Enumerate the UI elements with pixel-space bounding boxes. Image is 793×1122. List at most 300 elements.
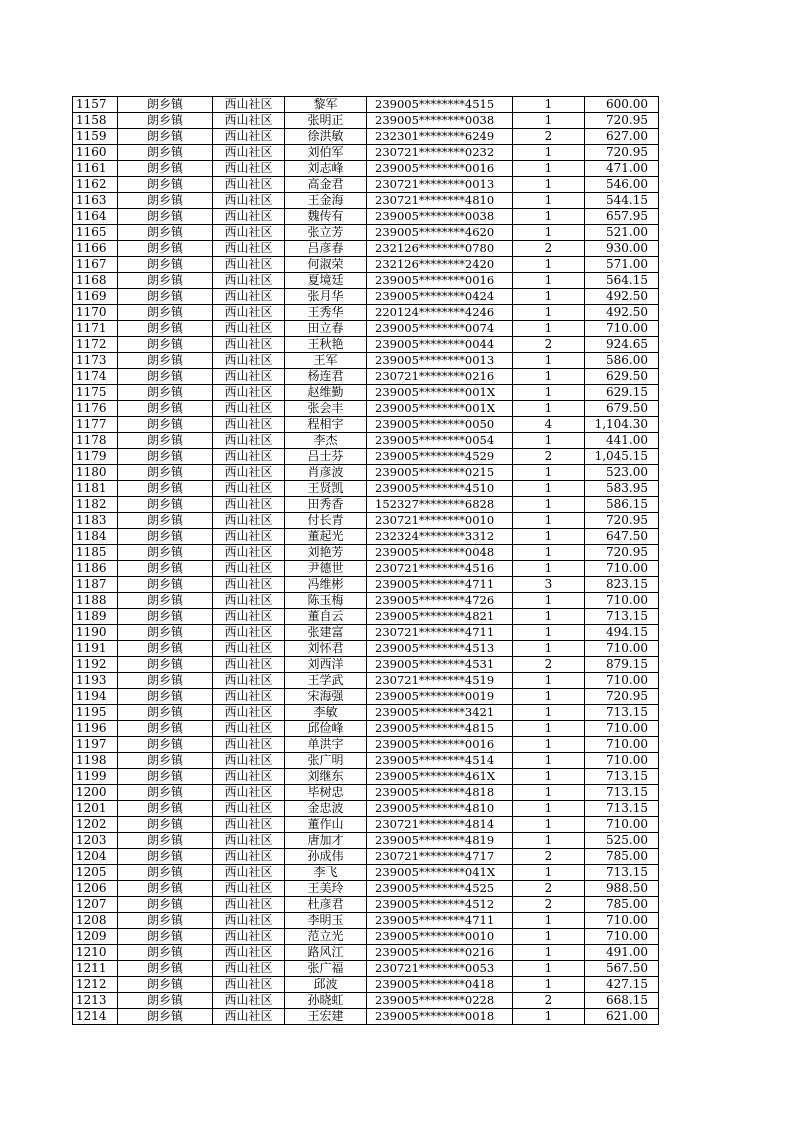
row-number: 1177 — [73, 417, 118, 433]
town-cell: 朗乡镇 — [118, 129, 213, 145]
name-cell: 刘继东 — [285, 769, 367, 785]
name-cell: 徐洪敏 — [285, 129, 367, 145]
row-number: 1182 — [73, 497, 118, 513]
amount-cell: 544.15 — [585, 193, 659, 209]
row-number: 1180 — [73, 465, 118, 481]
community-cell: 西山社区 — [213, 609, 285, 625]
amount-cell: 720.95 — [585, 145, 659, 161]
id-number-cell: 239005********0016 — [367, 273, 513, 289]
town-cell: 朗乡镇 — [118, 801, 213, 817]
household-count-cell: 1 — [513, 97, 585, 113]
name-cell: 李明玉 — [285, 913, 367, 929]
id-number-cell: 239005********0013 — [367, 353, 513, 369]
table-row — [73, 289, 659, 305]
table-row — [73, 225, 659, 241]
id-number-cell: 239005********4531 — [367, 657, 513, 673]
community-cell: 西山社区 — [213, 945, 285, 961]
id-number-cell: 239005********4513 — [367, 641, 513, 657]
amount-cell: 713.15 — [585, 801, 659, 817]
name-cell: 张广福 — [285, 961, 367, 977]
amount-cell: 629.15 — [585, 385, 659, 401]
household-count-cell: 1 — [513, 257, 585, 273]
id-number-cell: 239005********041X — [367, 865, 513, 881]
household-count-cell: 2 — [513, 657, 585, 673]
household-count-cell: 1 — [513, 609, 585, 625]
household-count-cell: 1 — [513, 161, 585, 177]
id-number-cell: 239005********0010 — [367, 929, 513, 945]
id-number-cell: 239005********4515 — [367, 97, 513, 113]
town-cell: 朗乡镇 — [118, 257, 213, 273]
household-count-cell: 1 — [513, 817, 585, 833]
id-number-cell: 239005********4711 — [367, 577, 513, 593]
town-cell: 朗乡镇 — [118, 865, 213, 881]
amount-cell: 491.00 — [585, 945, 659, 961]
row-number: 1173 — [73, 353, 118, 369]
amount-cell: 629.50 — [585, 369, 659, 385]
table-row — [73, 337, 659, 353]
table-row — [73, 753, 659, 769]
amount-cell: 546.00 — [585, 177, 659, 193]
id-number-cell: 239005********0016 — [367, 737, 513, 753]
amount-cell: 823.15 — [585, 577, 659, 593]
name-cell: 刘伯军 — [285, 145, 367, 161]
name-cell: 刘怀君 — [285, 641, 367, 657]
household-count-cell: 1 — [513, 113, 585, 129]
community-cell: 西山社区 — [213, 337, 285, 353]
amount-cell: 879.15 — [585, 657, 659, 673]
table-row — [73, 513, 659, 529]
name-cell: 董作山 — [285, 817, 367, 833]
town-cell: 朗乡镇 — [118, 401, 213, 417]
table-row — [73, 721, 659, 737]
table-row — [73, 545, 659, 561]
name-cell: 董起光 — [285, 529, 367, 545]
row-number: 1194 — [73, 689, 118, 705]
row-number: 1176 — [73, 401, 118, 417]
table-row — [73, 689, 659, 705]
row-number: 1187 — [73, 577, 118, 593]
community-cell: 西山社区 — [213, 289, 285, 305]
amount-cell: 710.00 — [585, 673, 659, 689]
row-number: 1172 — [73, 337, 118, 353]
table-row — [73, 401, 659, 417]
community-cell: 西山社区 — [213, 577, 285, 593]
community-cell: 西山社区 — [213, 481, 285, 497]
community-cell: 西山社区 — [213, 401, 285, 417]
id-number-cell: 230721********4519 — [367, 673, 513, 689]
town-cell: 朗乡镇 — [118, 113, 213, 129]
household-count-cell: 1 — [513, 225, 585, 241]
table-row — [73, 529, 659, 545]
community-cell: 西山社区 — [213, 145, 285, 161]
name-cell: 陈玉梅 — [285, 593, 367, 609]
household-count-cell: 1 — [513, 945, 585, 961]
id-number-cell: 239005********4529 — [367, 449, 513, 465]
name-cell: 王秋艳 — [285, 337, 367, 353]
table-row — [73, 577, 659, 593]
household-count-cell: 1 — [513, 673, 585, 689]
id-number-cell: 230721********4711 — [367, 625, 513, 641]
table-row — [73, 465, 659, 481]
amount-cell: 571.00 — [585, 257, 659, 273]
town-cell: 朗乡镇 — [118, 705, 213, 721]
community-cell: 西山社区 — [213, 305, 285, 321]
table-row — [73, 417, 659, 433]
name-cell: 唐加才 — [285, 833, 367, 849]
amount-cell: 627.00 — [585, 129, 659, 145]
table-row — [73, 193, 659, 209]
name-cell: 王金海 — [285, 193, 367, 209]
id-number-cell: 239005********4514 — [367, 753, 513, 769]
amount-cell: 668.15 — [585, 993, 659, 1009]
name-cell: 董自云 — [285, 609, 367, 625]
town-cell: 朗乡镇 — [118, 177, 213, 193]
id-number-cell: 239005********0054 — [367, 433, 513, 449]
id-number-cell: 230721********4810 — [367, 193, 513, 209]
household-count-cell: 2 — [513, 129, 585, 145]
amount-cell: 713.15 — [585, 785, 659, 801]
name-cell: 王学武 — [285, 673, 367, 689]
id-number-cell: 239005********0228 — [367, 993, 513, 1009]
id-number-cell: 239005********4510 — [367, 481, 513, 497]
town-cell: 朗乡镇 — [118, 321, 213, 337]
id-number-cell: 239005********4726 — [367, 593, 513, 609]
table-row — [73, 241, 659, 257]
id-number-cell: 239005********0018 — [367, 1009, 513, 1025]
amount-cell: 492.50 — [585, 305, 659, 321]
amount-cell: 1,045.15 — [585, 449, 659, 465]
name-cell: 孙成伟 — [285, 849, 367, 865]
row-number: 1165 — [73, 225, 118, 241]
name-cell: 黎军 — [285, 97, 367, 113]
row-number: 1189 — [73, 609, 118, 625]
amount-cell: 521.00 — [585, 225, 659, 241]
id-number-cell: 239005********001X — [367, 385, 513, 401]
name-cell: 肖彦波 — [285, 465, 367, 481]
community-cell: 西山社区 — [213, 849, 285, 865]
id-number-cell: 239005********4818 — [367, 785, 513, 801]
amount-cell: 713.15 — [585, 609, 659, 625]
row-number: 1193 — [73, 673, 118, 689]
community-cell: 西山社区 — [213, 929, 285, 945]
community-cell: 西山社区 — [213, 881, 285, 897]
town-cell: 朗乡镇 — [118, 593, 213, 609]
community-cell: 西山社区 — [213, 385, 285, 401]
household-count-cell: 1 — [513, 705, 585, 721]
town-cell: 朗乡镇 — [118, 929, 213, 945]
table-row — [73, 593, 659, 609]
amount-cell: 525.00 — [585, 833, 659, 849]
household-count-cell: 1 — [513, 625, 585, 641]
name-cell: 程相宇 — [285, 417, 367, 433]
community-cell: 西山社区 — [213, 785, 285, 801]
community-cell: 西山社区 — [213, 593, 285, 609]
community-cell: 西山社区 — [213, 353, 285, 369]
community-cell: 西山社区 — [213, 673, 285, 689]
id-number-cell: 239005********4620 — [367, 225, 513, 241]
name-cell: 付长青 — [285, 513, 367, 529]
table-row — [73, 657, 659, 673]
town-cell: 朗乡镇 — [118, 241, 213, 257]
town-cell: 朗乡镇 — [118, 673, 213, 689]
town-cell: 朗乡镇 — [118, 641, 213, 657]
community-cell: 西山社区 — [213, 209, 285, 225]
id-number-cell: 230721********0053 — [367, 961, 513, 977]
row-number: 1170 — [73, 305, 118, 321]
household-count-cell: 1 — [513, 561, 585, 577]
town-cell: 朗乡镇 — [118, 545, 213, 561]
town-cell: 朗乡镇 — [118, 209, 213, 225]
id-number-cell: 239005********4525 — [367, 881, 513, 897]
amount-cell: 713.15 — [585, 769, 659, 785]
table-row — [73, 737, 659, 753]
name-cell: 张广明 — [285, 753, 367, 769]
amount-cell: 710.00 — [585, 321, 659, 337]
amount-cell: 1,104.30 — [585, 417, 659, 433]
household-count-cell: 1 — [513, 801, 585, 817]
household-count-cell: 1 — [513, 273, 585, 289]
community-cell: 西山社区 — [213, 129, 285, 145]
name-cell: 魏传有 — [285, 209, 367, 225]
name-cell: 路风江 — [285, 945, 367, 961]
household-count-cell: 2 — [513, 897, 585, 913]
table-row — [73, 849, 659, 865]
town-cell: 朗乡镇 — [118, 657, 213, 673]
table-row — [73, 369, 659, 385]
town-cell: 朗乡镇 — [118, 625, 213, 641]
name-cell: 张会丰 — [285, 401, 367, 417]
id-number-cell: 239005********4711 — [367, 913, 513, 929]
household-count-cell: 1 — [513, 385, 585, 401]
table-row — [73, 561, 659, 577]
row-number: 1202 — [73, 817, 118, 833]
household-count-cell: 1 — [513, 833, 585, 849]
row-number: 1168 — [73, 273, 118, 289]
name-cell: 王贤凯 — [285, 481, 367, 497]
id-number-cell: 239005********0050 — [367, 417, 513, 433]
name-cell: 夏境廷 — [285, 273, 367, 289]
community-cell: 西山社区 — [213, 817, 285, 833]
community-cell: 西山社区 — [213, 641, 285, 657]
table-row — [73, 641, 659, 657]
name-cell: 王美玲 — [285, 881, 367, 897]
id-number-cell: 230721********4516 — [367, 561, 513, 577]
household-count-cell: 1 — [513, 737, 585, 753]
name-cell: 李飞 — [285, 865, 367, 881]
community-cell: 西山社区 — [213, 433, 285, 449]
town-cell: 朗乡镇 — [118, 465, 213, 481]
row-number: 1167 — [73, 257, 118, 273]
name-cell: 单洪宇 — [285, 737, 367, 753]
name-cell: 杜彦君 — [285, 897, 367, 913]
table-row — [73, 833, 659, 849]
name-cell: 吕彦春 — [285, 241, 367, 257]
table-row — [73, 769, 659, 785]
community-cell: 西山社区 — [213, 961, 285, 977]
row-number: 1186 — [73, 561, 118, 577]
name-cell: 邱俭峰 — [285, 721, 367, 737]
row-number: 1178 — [73, 433, 118, 449]
amount-cell: 710.00 — [585, 641, 659, 657]
name-cell: 冯维彬 — [285, 577, 367, 593]
id-number-cell: 232301********6249 — [367, 129, 513, 145]
amount-cell: 710.00 — [585, 721, 659, 737]
community-cell: 西山社区 — [213, 417, 285, 433]
name-cell: 毕树忠 — [285, 785, 367, 801]
household-count-cell: 1 — [513, 753, 585, 769]
amount-cell: 523.00 — [585, 465, 659, 481]
household-count-cell: 1 — [513, 369, 585, 385]
row-number: 1158 — [73, 113, 118, 129]
row-number: 1179 — [73, 449, 118, 465]
row-number: 1174 — [73, 369, 118, 385]
community-cell: 西山社区 — [213, 689, 285, 705]
id-number-cell: 230721********4814 — [367, 817, 513, 833]
amount-cell: 713.15 — [585, 865, 659, 881]
town-cell: 朗乡镇 — [118, 753, 213, 769]
community-cell: 西山社区 — [213, 321, 285, 337]
table-row — [73, 113, 659, 129]
household-count-cell: 2 — [513, 849, 585, 865]
amount-cell: 710.00 — [585, 753, 659, 769]
row-number: 1166 — [73, 241, 118, 257]
town-cell: 朗乡镇 — [118, 497, 213, 513]
amount-cell: 924.65 — [585, 337, 659, 353]
name-cell: 田立春 — [285, 321, 367, 337]
amount-cell: 713.15 — [585, 705, 659, 721]
household-count-cell: 2 — [513, 449, 585, 465]
household-count-cell: 1 — [513, 193, 585, 209]
household-count-cell: 1 — [513, 529, 585, 545]
town-cell: 朗乡镇 — [118, 945, 213, 961]
table-row — [73, 929, 659, 945]
id-number-cell: 232126********0780 — [367, 241, 513, 257]
community-cell: 西山社区 — [213, 769, 285, 785]
town-cell: 朗乡镇 — [118, 305, 213, 321]
town-cell: 朗乡镇 — [118, 273, 213, 289]
table-row — [73, 145, 659, 161]
town-cell: 朗乡镇 — [118, 913, 213, 929]
table-row — [73, 673, 659, 689]
household-count-cell: 4 — [513, 417, 585, 433]
household-count-cell: 1 — [513, 961, 585, 977]
name-cell: 张月华 — [285, 289, 367, 305]
id-number-cell: 239005********0016 — [367, 161, 513, 177]
row-number: 1212 — [73, 977, 118, 993]
household-count-cell: 2 — [513, 241, 585, 257]
community-cell: 西山社区 — [213, 801, 285, 817]
id-number-cell: 239005********0048 — [367, 545, 513, 561]
amount-cell: 427.15 — [585, 977, 659, 993]
name-cell: 王军 — [285, 353, 367, 369]
name-cell: 尹德世 — [285, 561, 367, 577]
household-count-cell: 1 — [513, 977, 585, 993]
town-cell: 朗乡镇 — [118, 993, 213, 1009]
id-number-cell: 232324********3312 — [367, 529, 513, 545]
row-number: 1157 — [73, 97, 118, 113]
row-number: 1171 — [73, 321, 118, 337]
table-row — [73, 161, 659, 177]
town-cell: 朗乡镇 — [118, 289, 213, 305]
amount-cell: 785.00 — [585, 897, 659, 913]
community-cell: 西山社区 — [213, 977, 285, 993]
community-cell: 西山社区 — [213, 241, 285, 257]
row-number: 1184 — [73, 529, 118, 545]
row-number: 1211 — [73, 961, 118, 977]
row-number: 1205 — [73, 865, 118, 881]
town-cell: 朗乡镇 — [118, 417, 213, 433]
id-number-cell: 239005********0074 — [367, 321, 513, 337]
name-cell: 田秀香 — [285, 497, 367, 513]
community-cell: 西山社区 — [213, 225, 285, 241]
row-number: 1196 — [73, 721, 118, 737]
row-number: 1183 — [73, 513, 118, 529]
household-count-cell: 1 — [513, 145, 585, 161]
name-cell: 吕士芬 — [285, 449, 367, 465]
name-cell: 何淑荣 — [285, 257, 367, 273]
table-row — [73, 97, 659, 113]
town-cell: 朗乡镇 — [118, 689, 213, 705]
id-number-cell: 239005********4810 — [367, 801, 513, 817]
amount-cell: 988.50 — [585, 881, 659, 897]
id-number-cell: 230721********4717 — [367, 849, 513, 865]
row-number: 1169 — [73, 289, 118, 305]
household-count-cell: 1 — [513, 481, 585, 497]
amount-cell: 586.15 — [585, 497, 659, 513]
community-cell: 西山社区 — [213, 449, 285, 465]
household-count-cell: 1 — [513, 433, 585, 449]
table-row — [73, 609, 659, 625]
town-cell: 朗乡镇 — [118, 369, 213, 385]
amount-cell: 720.95 — [585, 545, 659, 561]
id-number-cell: 239005********4821 — [367, 609, 513, 625]
row-number: 1203 — [73, 833, 118, 849]
name-cell: 张立芳 — [285, 225, 367, 241]
id-number-cell: 239005********0215 — [367, 465, 513, 481]
household-count-cell: 1 — [513, 305, 585, 321]
community-cell: 西山社区 — [213, 657, 285, 673]
community-cell: 西山社区 — [213, 625, 285, 641]
household-count-cell: 1 — [513, 289, 585, 305]
id-number-cell: 239005********3421 — [367, 705, 513, 721]
id-number-cell: 152327********6828 — [367, 497, 513, 513]
row-number: 1209 — [73, 929, 118, 945]
town-cell: 朗乡镇 — [118, 385, 213, 401]
community-cell: 西山社区 — [213, 545, 285, 561]
amount-cell: 564.15 — [585, 273, 659, 289]
row-number: 1204 — [73, 849, 118, 865]
community-cell: 西山社区 — [213, 833, 285, 849]
row-number: 1201 — [73, 801, 118, 817]
row-number: 1214 — [73, 1009, 118, 1025]
household-count-cell: 1 — [513, 913, 585, 929]
id-number-cell: 232126********2420 — [367, 257, 513, 273]
row-number: 1192 — [73, 657, 118, 673]
table-row — [73, 177, 659, 193]
community-cell: 西山社区 — [213, 193, 285, 209]
table-row — [73, 881, 659, 897]
town-cell: 朗乡镇 — [118, 161, 213, 177]
name-cell: 孙晓虹 — [285, 993, 367, 1009]
town-cell: 朗乡镇 — [118, 481, 213, 497]
household-count-cell: 1 — [513, 641, 585, 657]
table-row — [73, 945, 659, 961]
table-row — [73, 209, 659, 225]
id-number-cell: 239005********0418 — [367, 977, 513, 993]
id-number-cell: 239005********0038 — [367, 113, 513, 129]
household-count-cell: 1 — [513, 929, 585, 945]
id-number-cell: 239005********4819 — [367, 833, 513, 849]
